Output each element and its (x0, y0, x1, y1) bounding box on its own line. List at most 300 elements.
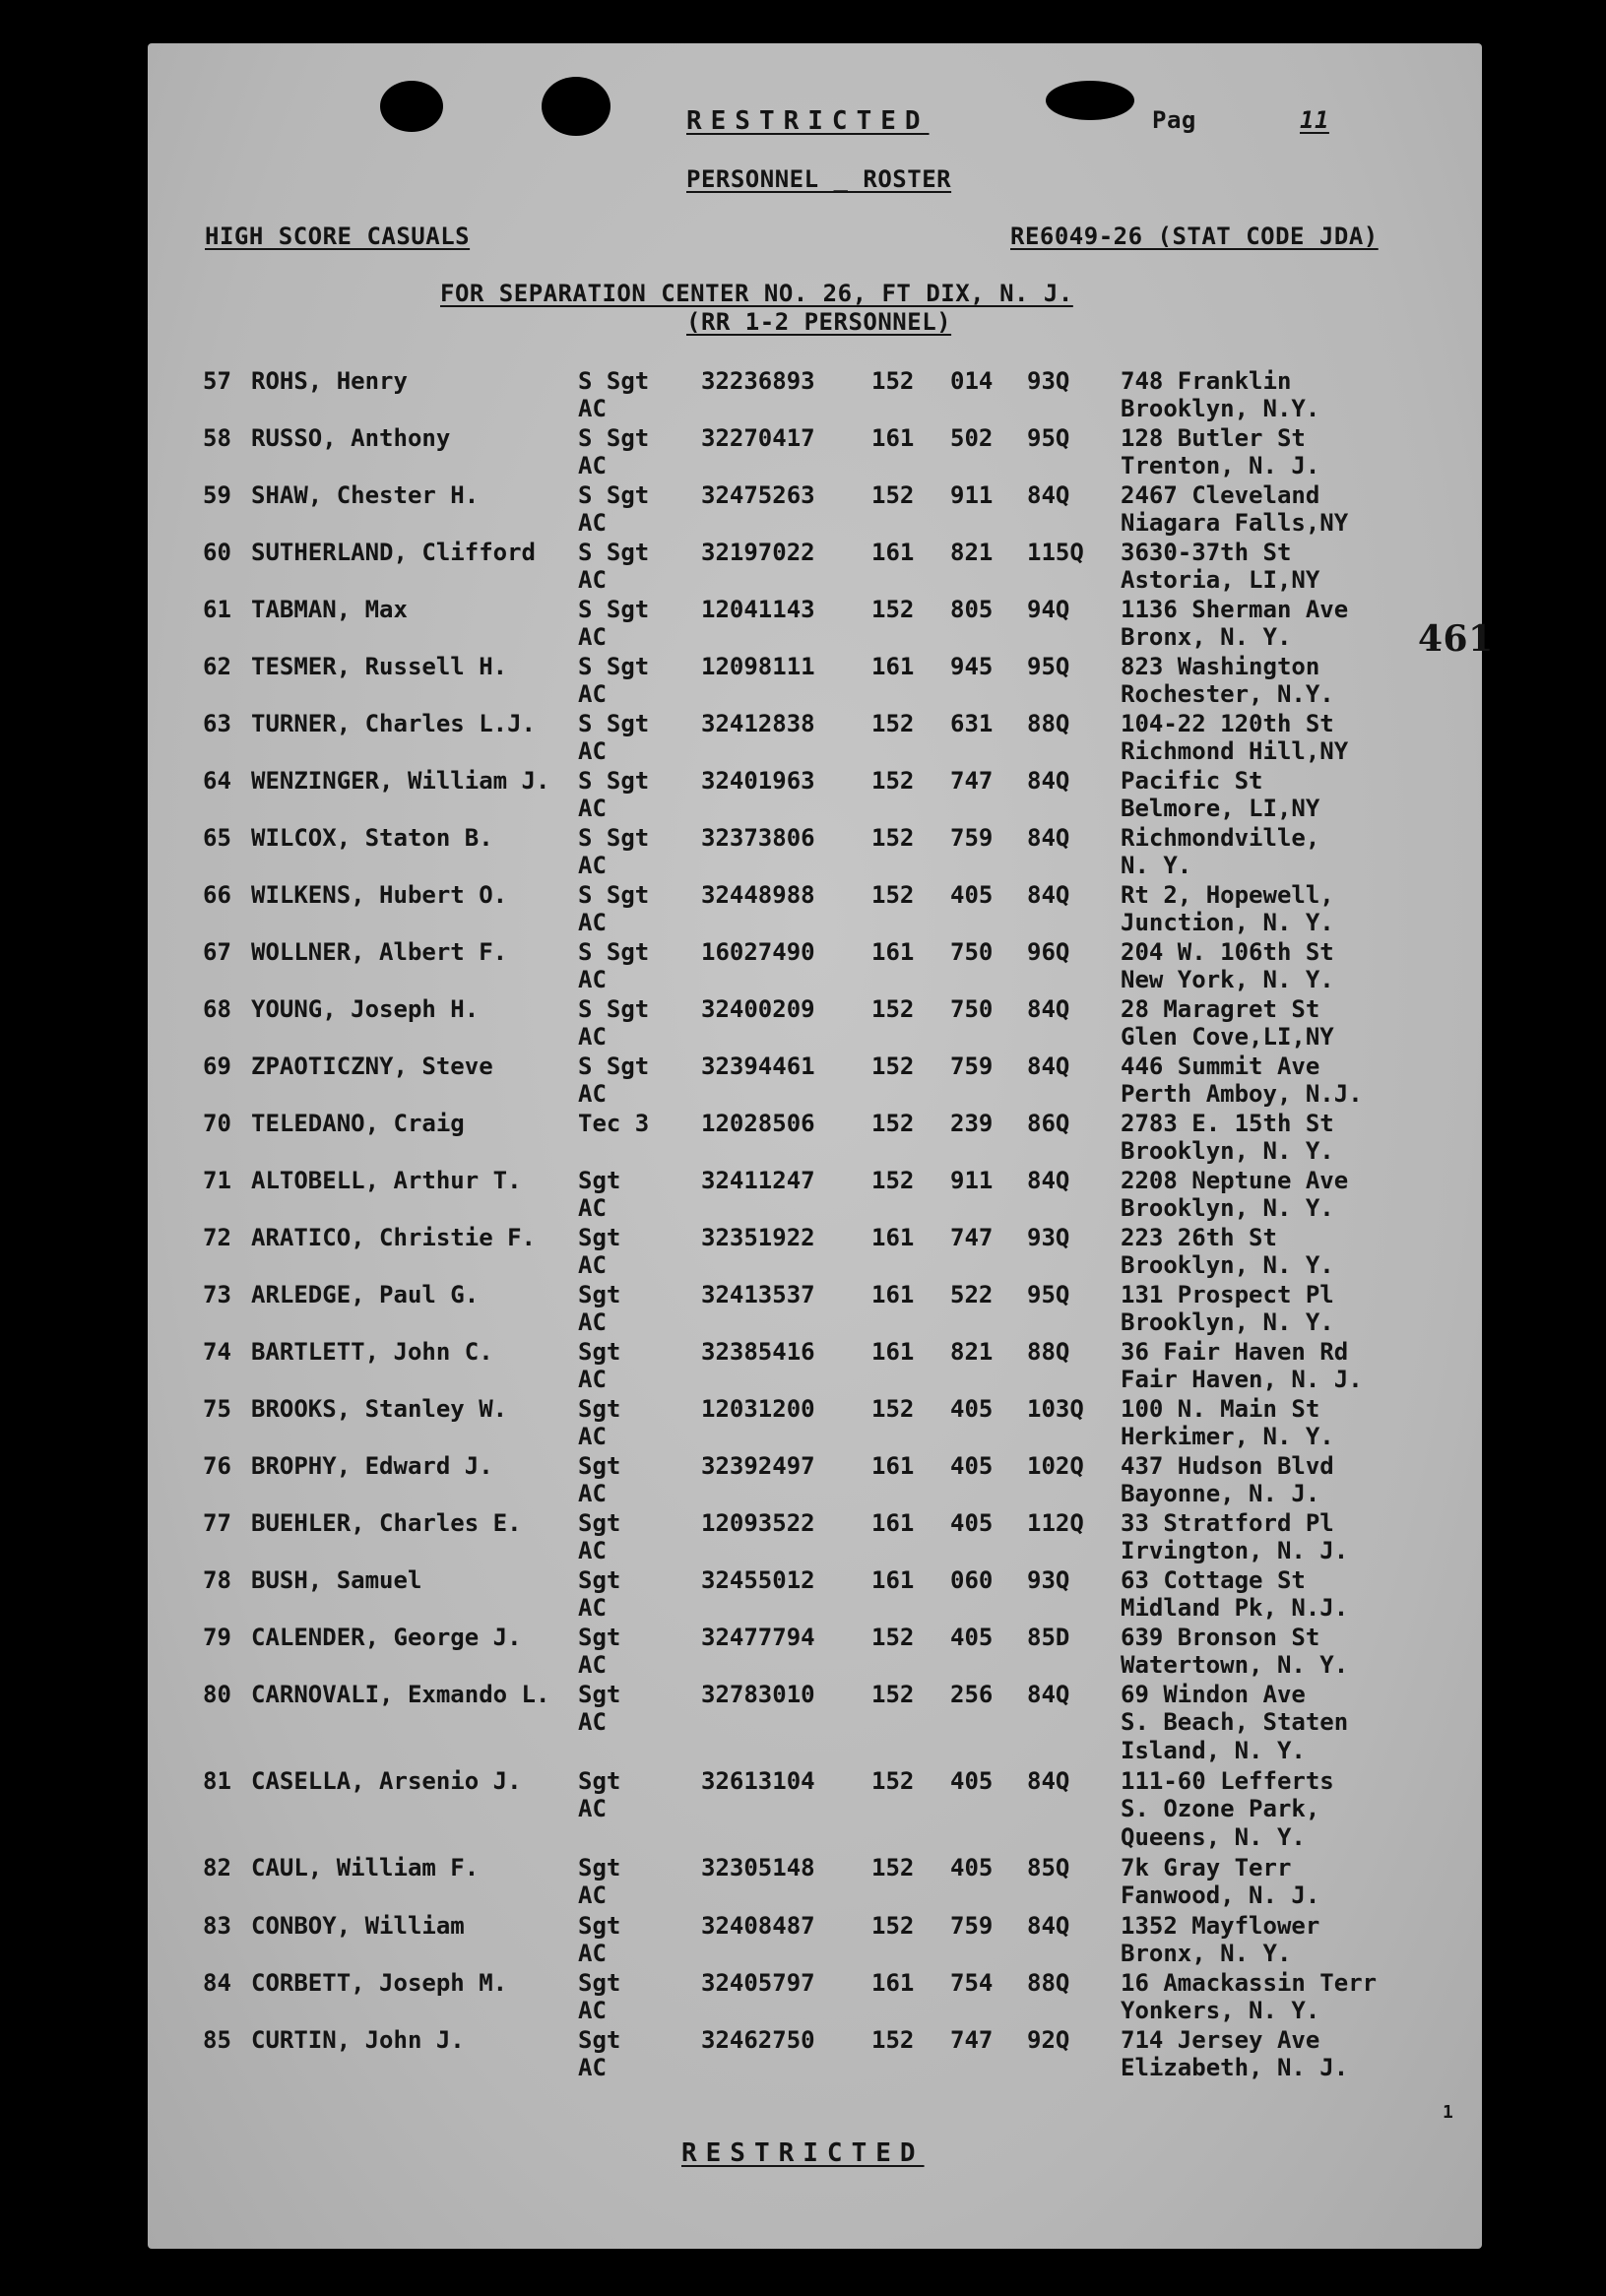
table-row (0, 1566, 1606, 1622)
serial-number: 12041143 (701, 596, 815, 623)
roster-row-number: 61 (203, 596, 231, 623)
roster-row-number: 58 (203, 424, 231, 452)
code-3: 84Q (1027, 881, 1070, 909)
grade: S Sgt (578, 710, 650, 737)
address-line-1: 16 Amackassin Terr (1121, 1969, 1378, 1997)
organization: AC (578, 909, 607, 936)
code-3: 84Q (1027, 824, 1070, 852)
address-line-2: Bronx, N. Y. (1121, 623, 1292, 651)
code-1: 152 (871, 1167, 915, 1194)
roster-row-number: 77 (203, 1509, 231, 1537)
roster-row-number: 71 (203, 1167, 231, 1194)
address-line-1: 223 26th St (1121, 1224, 1277, 1251)
address-line-1: 2783 E. 15th St (1121, 1110, 1334, 1137)
code-3: 84Q (1027, 767, 1070, 795)
organization: AC (578, 1651, 607, 1679)
address-line-1: 33 Stratford Pl (1121, 1509, 1334, 1537)
table-row (0, 1110, 1606, 1165)
footer-mark: 1 (1443, 2102, 1454, 2123)
code-3: 93Q (1027, 367, 1070, 395)
address-line-1: 437 Hudson Blvd (1121, 1452, 1334, 1480)
table-row (0, 367, 1606, 422)
table-row (0, 1338, 1606, 1393)
code-2: 747 (950, 1224, 994, 1251)
serial-number: 32613104 (701, 1767, 815, 1795)
table-row (0, 653, 1606, 708)
code-1: 152 (871, 1681, 915, 1708)
separation-center-title: FOR SEPARATION CENTER NO. 26, FT DIX, N. J. (440, 280, 1073, 307)
organization: AC (578, 509, 607, 537)
address-line-2: Perth Amboy, N.J. (1121, 1080, 1363, 1108)
address-line-1: 111-60 Lefferts (1121, 1767, 1334, 1795)
roster-row-number: 73 (203, 1281, 231, 1308)
organization: AC (578, 1997, 607, 2024)
serial-number: 32412838 (701, 710, 815, 737)
address-line-2: Glen Cove,LI,NY (1121, 1023, 1334, 1051)
address-line-2: Herkimer, N. Y. (1121, 1423, 1334, 1450)
address-line-1: 446 Summit Ave (1121, 1052, 1320, 1080)
address-line-1: 28 Maragret St (1121, 995, 1320, 1023)
address-line-1: Rt 2, Hopewell, (1121, 881, 1334, 909)
table-row (0, 995, 1606, 1051)
code-2: 405 (950, 1452, 994, 1480)
serial-number: 32475263 (701, 481, 815, 509)
grade: S Sgt (578, 881, 650, 909)
roster-row-number: 69 (203, 1052, 231, 1080)
soldier-name: ROHS, Henry (251, 367, 408, 395)
serial-number: 32351922 (701, 1224, 815, 1251)
soldier-name: TURNER, Charles L.J. (251, 710, 536, 737)
soldier-name: WILCOX, Staton B. (251, 824, 493, 852)
address-line-2: Watertown, N. Y. (1121, 1651, 1349, 1679)
code-2: 405 (950, 1854, 994, 1881)
grade: S Sgt (578, 824, 650, 852)
address-line-1: 36 Fair Haven Rd (1121, 1338, 1349, 1366)
address-line-2: Midland Pk, N.J. (1121, 1594, 1349, 1622)
code-1: 152 (871, 1624, 915, 1651)
serial-number: 32373806 (701, 824, 815, 852)
organization: AC (578, 1795, 607, 1822)
organization: AC (578, 395, 607, 422)
table-row (0, 1624, 1606, 1679)
serial-number: 32197022 (701, 539, 815, 566)
roster-row-number: 60 (203, 539, 231, 566)
footer-restricted: RESTRICTED (681, 2138, 925, 2168)
code-3: 85Q (1027, 1854, 1070, 1881)
address-line-1: 63 Cottage St (1121, 1566, 1306, 1594)
serial-number: 12098111 (701, 653, 815, 680)
address-line-2: Trenton, N. J. (1121, 452, 1320, 479)
grade: S Sgt (578, 596, 650, 623)
right-code: RE6049-26 (STAT CODE JDA) (1010, 223, 1379, 250)
code-3: 93Q (1027, 1566, 1070, 1594)
soldier-name: CURTIN, John J. (251, 2026, 465, 2054)
serial-number: 32455012 (701, 1566, 815, 1594)
organization: AC (578, 623, 607, 651)
address-line-2: Brooklyn, N. Y. (1121, 1194, 1334, 1222)
soldier-name: WENZINGER, William J. (251, 767, 550, 795)
grade: S Sgt (578, 367, 650, 395)
serial-number: 32270417 (701, 424, 815, 452)
code-2: 750 (950, 995, 994, 1023)
grade: S Sgt (578, 995, 650, 1023)
code-1: 152 (871, 596, 915, 623)
address-line-1: 1352 Mayflower (1121, 1912, 1320, 1940)
address-line-1: 104-22 120th St (1121, 710, 1334, 737)
address-line-1: 639 Bronson St (1121, 1624, 1320, 1651)
roster-row-number: 79 (203, 1624, 231, 1651)
roster-row-number: 62 (203, 653, 231, 680)
code-2: 759 (950, 1052, 994, 1080)
address-line-2: Fair Haven, N. J. (1121, 1366, 1363, 1393)
organization: AC (578, 680, 607, 708)
organization: AC (578, 795, 607, 822)
address-line-1: Richmondville, (1121, 824, 1320, 852)
address-line-2: N. Y. (1121, 852, 1192, 879)
soldier-name: CONBOY, William (251, 1912, 465, 1940)
grade: S Sgt (578, 481, 650, 509)
address-line-1: 823 Washington (1121, 653, 1320, 680)
organization: AC (578, 1194, 607, 1222)
serial-number: 16027490 (701, 938, 815, 966)
code-3: 84Q (1027, 1167, 1070, 1194)
address-line-2: Bayonne, N. J. (1121, 1480, 1320, 1507)
code-1: 161 (871, 1452, 915, 1480)
address-line-1: 100 N. Main St (1121, 1395, 1320, 1423)
table-row (0, 481, 1606, 537)
table-row (0, 596, 1606, 651)
code-2: 759 (950, 1912, 994, 1940)
address-line-2: Brooklyn, N. Y. (1121, 1137, 1334, 1165)
table-row (0, 767, 1606, 822)
organization: AC (578, 1537, 607, 1564)
code-2: 405 (950, 1624, 994, 1651)
table-row (0, 1452, 1606, 1507)
organization: AC (578, 1940, 607, 1967)
organization: AC (578, 1881, 607, 1909)
code-1: 161 (871, 1224, 915, 1251)
roster-row-number: 66 (203, 881, 231, 909)
address-line-1: 204 W. 106th St (1121, 938, 1334, 966)
table-row (0, 1167, 1606, 1222)
address-line-2: New York, N. Y. (1121, 966, 1334, 993)
roster-row-number: 85 (203, 2026, 231, 2054)
roster-row-number: 70 (203, 1110, 231, 1137)
address-line-2: S. Beach, Staten (1121, 1708, 1349, 1736)
roster-row-number: 57 (203, 367, 231, 395)
code-2: 911 (950, 1167, 994, 1194)
organization: AC (578, 1366, 607, 1393)
code-1: 152 (871, 1052, 915, 1080)
code-1: 152 (871, 1767, 915, 1795)
code-1: 161 (871, 1969, 915, 1997)
code-3: 115Q (1027, 539, 1084, 566)
address-line-2: S. Ozone Park, (1121, 1795, 1320, 1822)
organization: AC (578, 966, 607, 993)
punch-hole (542, 77, 610, 136)
soldier-name: CORBETT, Joseph M. (251, 1969, 508, 1997)
code-1: 161 (871, 1338, 915, 1366)
code-1: 161 (871, 938, 915, 966)
code-2: 821 (950, 539, 994, 566)
soldier-name: WILKENS, Hubert O. (251, 881, 508, 909)
soldier-name: ZPAOTICZNY, Steve (251, 1052, 493, 1080)
serial-number: 32783010 (701, 1681, 815, 1708)
serial-number: 32401963 (701, 767, 815, 795)
code-3: 84Q (1027, 481, 1070, 509)
code-3: 84Q (1027, 1767, 1070, 1795)
code-3: 85D (1027, 1624, 1070, 1651)
roster-row-number: 84 (203, 1969, 231, 1997)
soldier-name: ARLEDGE, Paul G. (251, 1281, 480, 1308)
code-1: 152 (871, 367, 915, 395)
soldier-name: RUSSO, Anthony (251, 424, 451, 452)
address-line-1: 3630-37th St (1121, 539, 1292, 566)
code-3: 95Q (1027, 1281, 1070, 1308)
address-line-1: 7k Gray Terr (1121, 1854, 1292, 1881)
code-3: 84Q (1027, 1912, 1070, 1940)
code-3: 84Q (1027, 1052, 1070, 1080)
serial-number: 32400209 (701, 995, 815, 1023)
code-1: 152 (871, 995, 915, 1023)
serial-number: 12093522 (701, 1509, 815, 1537)
grade: S Sgt (578, 653, 650, 680)
table-row (0, 1224, 1606, 1279)
code-1: 152 (871, 824, 915, 852)
organization: AC (578, 1480, 607, 1507)
grade: Sgt (578, 1509, 621, 1537)
grade: Sgt (578, 1167, 621, 1194)
roster-row-number: 78 (203, 1566, 231, 1594)
grade: S Sgt (578, 539, 650, 566)
address-line-1: 128 Butler St (1121, 424, 1306, 452)
code-3: 84Q (1027, 995, 1070, 1023)
serial-number: 32305148 (701, 1854, 815, 1881)
code-2: 405 (950, 1767, 994, 1795)
serial-number: 32462750 (701, 2026, 815, 2054)
roster-row-number: 81 (203, 1767, 231, 1795)
serial-number: 32405797 (701, 1969, 815, 1997)
code-1: 161 (871, 539, 915, 566)
serial-number: 32411247 (701, 1167, 815, 1194)
grade: Sgt (578, 1452, 621, 1480)
punch-hole (1046, 81, 1134, 120)
serial-number: 12028506 (701, 1110, 815, 1137)
code-1: 161 (871, 424, 915, 452)
grade: Sgt (578, 1681, 621, 1708)
soldier-name: TELEDANO, Craig (251, 1110, 465, 1137)
soldier-name: CAUL, William F. (251, 1854, 480, 1881)
code-3: 96Q (1027, 938, 1070, 966)
code-1: 152 (871, 710, 915, 737)
grade: Sgt (578, 2026, 621, 2054)
code-2: 405 (950, 1509, 994, 1537)
code-1: 161 (871, 653, 915, 680)
serial-number: 32385416 (701, 1338, 815, 1366)
grade: Sgt (578, 1338, 621, 1366)
organization: AC (578, 566, 607, 594)
organization: AC (578, 1423, 607, 1450)
organization: AC (578, 1594, 607, 1622)
page-number: 11 (1300, 106, 1329, 134)
table-row (0, 1281, 1606, 1336)
roster-row-number: 76 (203, 1452, 231, 1480)
organization: AC (578, 852, 607, 879)
soldier-name: WOLLNER, Albert F. (251, 938, 508, 966)
code-2: 911 (950, 481, 994, 509)
code-2: 750 (950, 938, 994, 966)
serial-number: 32408487 (701, 1912, 815, 1940)
address-line-2: Niagara Falls,NY (1121, 509, 1349, 537)
roster-row-number: 80 (203, 1681, 231, 1708)
code-1: 152 (871, 881, 915, 909)
table-row (0, 424, 1606, 479)
table-row (0, 539, 1606, 594)
grade: Sgt (578, 1224, 621, 1251)
soldier-name: CARNOVALI, Exmando L. (251, 1681, 550, 1708)
code-3: 88Q (1027, 710, 1070, 737)
grade: Tec 3 (578, 1110, 650, 1137)
serial-number: 32477794 (701, 1624, 815, 1651)
grade: Sgt (578, 1566, 621, 1594)
serial-number: 32236893 (701, 367, 815, 395)
code-1: 161 (871, 1566, 915, 1594)
soldier-name: ALTOBELL, Arthur T. (251, 1167, 522, 1194)
roster-row-number: 64 (203, 767, 231, 795)
code-3: 112Q (1027, 1509, 1084, 1537)
code-2: 060 (950, 1566, 994, 1594)
address-line-2: Astoria, LI,NY (1121, 566, 1320, 594)
organization: AC (578, 1023, 607, 1051)
code-2: 759 (950, 824, 994, 852)
code-2: 945 (950, 653, 994, 680)
table-row (0, 1052, 1606, 1108)
serial-number: 12031200 (701, 1395, 815, 1423)
address-line-1: Pacific St (1121, 767, 1263, 795)
header-restricted: RESTRICTED (686, 106, 930, 136)
roster-row-number: 67 (203, 938, 231, 966)
table-row (0, 1681, 1606, 1764)
table-row (0, 1767, 1606, 1851)
soldier-name: SHAW, Chester H. (251, 481, 480, 509)
code-1: 161 (871, 1509, 915, 1537)
code-2: 754 (950, 1969, 994, 1997)
roster-row-number: 65 (203, 824, 231, 852)
roster-title: PERSONNEL _ ROSTER (686, 165, 952, 193)
address-line-2: Irvington, N. J. (1121, 1537, 1349, 1564)
grade: Sgt (578, 1281, 621, 1308)
organization: AC (578, 452, 607, 479)
address-line-2: Bronx, N. Y. (1121, 1940, 1292, 1967)
code-3: 88Q (1027, 1338, 1070, 1366)
code-1: 152 (871, 1854, 915, 1881)
code-1: 152 (871, 767, 915, 795)
address-line-2: Belmore, LI,NY (1121, 795, 1320, 822)
soldier-name: SUTHERLAND, Clifford (251, 539, 536, 566)
soldier-name: BUEHLER, Charles E. (251, 1509, 522, 1537)
serial-number: 32392497 (701, 1452, 815, 1480)
address-line-1: 69 Windon Ave (1121, 1681, 1306, 1708)
grade: Sgt (578, 1912, 621, 1940)
address-line-2: Rochester, N.Y. (1121, 680, 1334, 708)
grade: S Sgt (578, 1052, 650, 1080)
roster-row-number: 68 (203, 995, 231, 1023)
roster-row-number: 63 (203, 710, 231, 737)
address-line-1: 1136 Sherman Ave (1121, 596, 1349, 623)
table-row (0, 881, 1606, 936)
soldier-name: ARATICO, Christie F. (251, 1224, 536, 1251)
address-line-1: 2467 Cleveland (1121, 481, 1320, 509)
code-3: 103Q (1027, 1395, 1084, 1423)
code-2: 747 (950, 2026, 994, 2054)
address-line-1: 714 Jersey Ave (1121, 2026, 1320, 2054)
grade: Sgt (578, 1969, 621, 1997)
roster-row-number: 72 (203, 1224, 231, 1251)
grade: Sgt (578, 1767, 621, 1795)
soldier-name: TESMER, Russell H. (251, 653, 508, 680)
roster-row-number: 59 (203, 481, 231, 509)
code-3: 86Q (1027, 1110, 1070, 1137)
stamp-number: 461 (1418, 618, 1494, 660)
grade: S Sgt (578, 767, 650, 795)
soldier-name: YOUNG, Joseph H. (251, 995, 480, 1023)
table-row (0, 1969, 1606, 2024)
table-row (0, 1912, 1606, 1967)
left-title: HIGH SCORE CASUALS (205, 223, 471, 250)
organization: AC (578, 1708, 607, 1736)
code-1: 152 (871, 1110, 915, 1137)
address-line-2: Brooklyn, N. Y. (1121, 1251, 1334, 1279)
code-1: 152 (871, 481, 915, 509)
soldier-name: BARTLETT, John C. (251, 1338, 493, 1366)
code-1: 152 (871, 2026, 915, 2054)
table-row (0, 2026, 1606, 2081)
address-line-2: Brooklyn, N.Y. (1121, 395, 1320, 422)
code-3: 102Q (1027, 1452, 1084, 1480)
address-line-2: Elizabeth, N. J. (1121, 2054, 1349, 2081)
address-line-2: Fanwood, N. J. (1121, 1881, 1320, 1909)
code-2: 014 (950, 367, 994, 395)
organization: AC (578, 2054, 607, 2081)
code-2: 805 (950, 596, 994, 623)
table-row (0, 824, 1606, 879)
roster-row-number: 83 (203, 1912, 231, 1940)
address-line-3: Queens, N. Y. (1121, 1823, 1306, 1851)
serial-number: 32394461 (701, 1052, 815, 1080)
code-1: 161 (871, 1281, 915, 1308)
serial-number: 32448988 (701, 881, 815, 909)
address-line-1: 748 Franklin (1121, 367, 1292, 395)
address-line-1: 2208 Neptune Ave (1121, 1167, 1349, 1194)
code-2: 256 (950, 1681, 994, 1708)
table-row (0, 710, 1606, 765)
code-3: 94Q (1027, 596, 1070, 623)
address-line-2: Brooklyn, N. Y. (1121, 1308, 1334, 1336)
grade: Sgt (578, 1624, 621, 1651)
code-3: 92Q (1027, 2026, 1070, 2054)
code-2: 631 (950, 710, 994, 737)
table-row (0, 1395, 1606, 1450)
grade: S Sgt (578, 424, 650, 452)
code-2: 502 (950, 424, 994, 452)
organization: AC (578, 1080, 607, 1108)
grade: Sgt (578, 1395, 621, 1423)
code-2: 522 (950, 1281, 994, 1308)
code-2: 239 (950, 1110, 994, 1137)
soldier-name: CALENDER, George J. (251, 1624, 522, 1651)
page-label: Pag (1152, 106, 1196, 134)
code-2: 405 (950, 881, 994, 909)
